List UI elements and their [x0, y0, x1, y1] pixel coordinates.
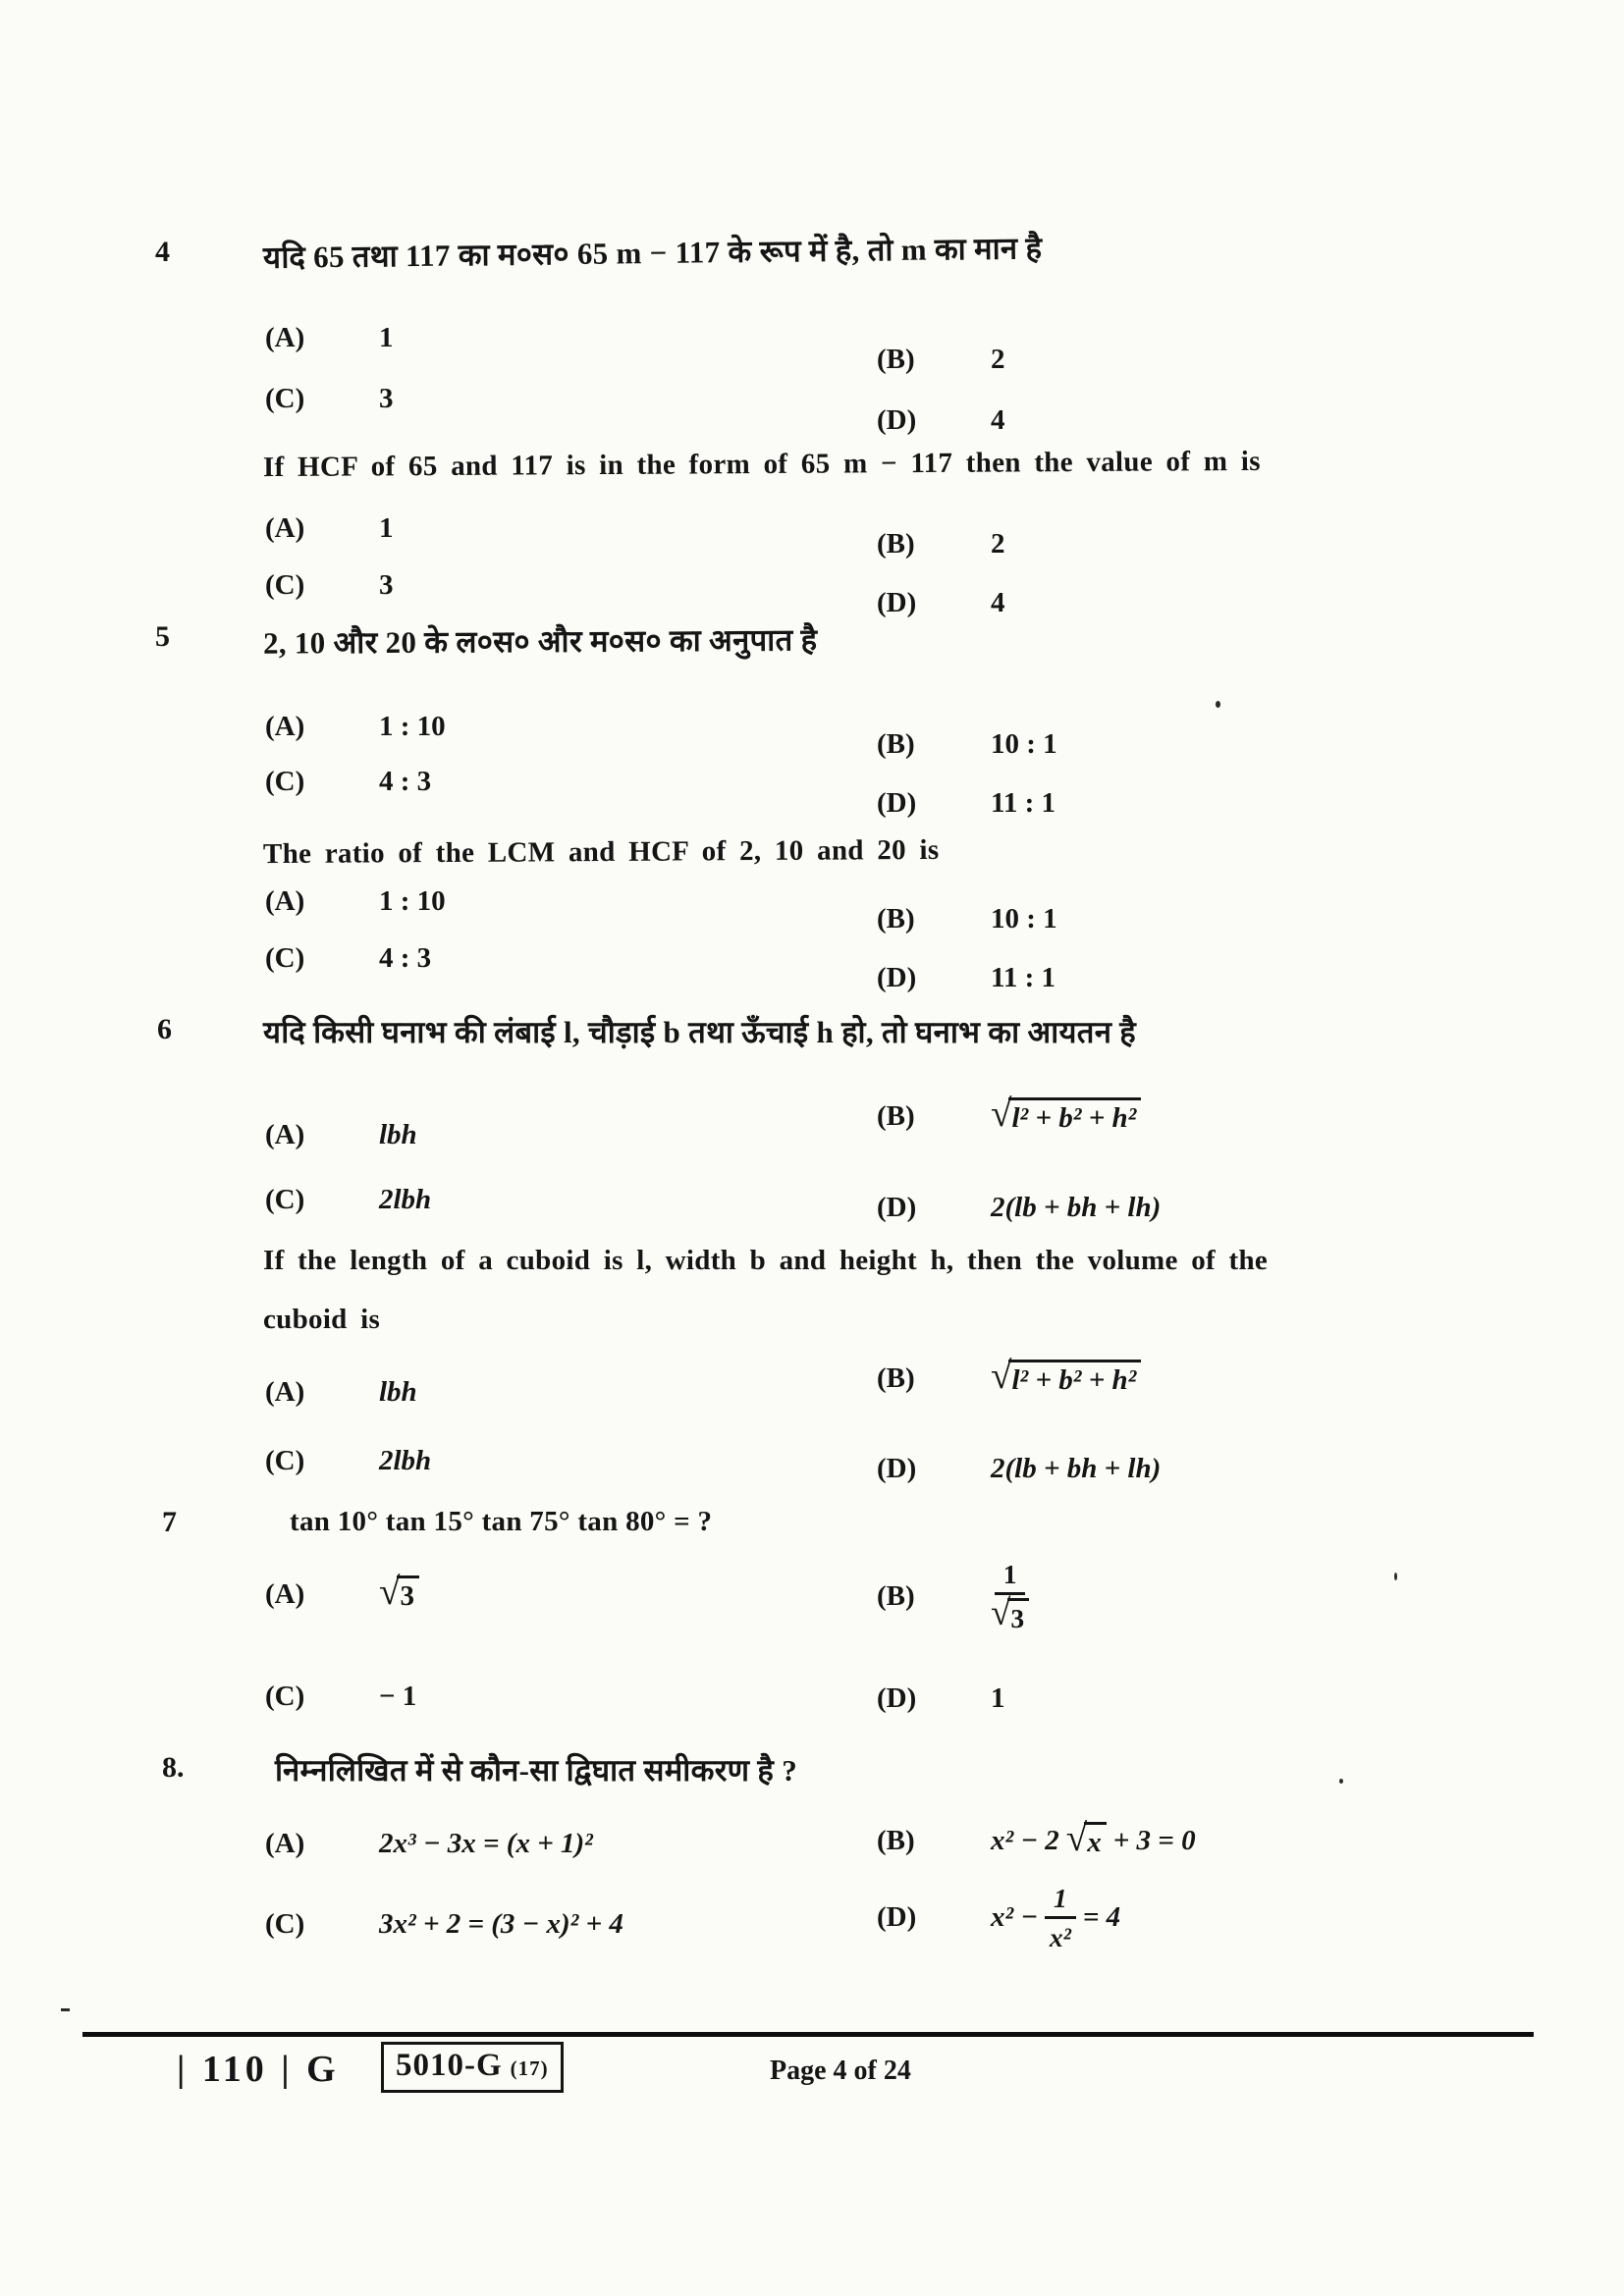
option-value: 1: [991, 1682, 1005, 1714]
option-value: 1: [379, 322, 394, 353]
sqrt-expression: [1065, 1817, 1107, 1859]
question-6-hindi-option-b: [877, 1093, 1141, 1135]
option-label: (C): [265, 1681, 305, 1712]
option-value: 2: [991, 344, 1005, 375]
footer-left-code: | 110 | G: [177, 2049, 340, 2090]
question-5-english-option-c: [265, 942, 431, 975]
radicand: l² + b² + h²: [1008, 1097, 1141, 1135]
question-7-option-c: [265, 1681, 416, 1713]
question-7-number: 7: [162, 1506, 177, 1538]
option-label: (B): [877, 1362, 915, 1394]
option-label: (C): [265, 942, 305, 974]
question-8-prompt-hindi: निम्नलिखित में से कौन-सा द्विघात समीकरण है ?: [275, 1753, 798, 1788]
question-8-number: 8.: [162, 1751, 185, 1784]
question-6-prompt-english-line2: cuboid is: [263, 1304, 381, 1335]
question-6-hindi-option-c: [265, 1184, 431, 1216]
option-label: (D): [877, 1192, 917, 1223]
option-label: (D): [877, 962, 917, 993]
option-label: (A): [265, 711, 305, 742]
question-5-english-option-d: [877, 962, 1056, 994]
option-label: (A): [265, 1376, 305, 1408]
math-post: = 4: [1082, 1901, 1121, 1934]
radicand: x: [1084, 1822, 1107, 1859]
option-value: [991, 1883, 1120, 1952]
option-label: (A): [265, 1119, 305, 1150]
page-indicator: Page 4 of 24: [770, 2056, 911, 2086]
option-value: 1 : 10: [379, 711, 446, 742]
option-label: (B): [877, 1099, 915, 1132]
fraction-denominator: [991, 1592, 1029, 1634]
question-7-option-a: [265, 1571, 419, 1613]
option-label: (A): [265, 1828, 305, 1859]
question-4-english-option-c: [265, 569, 394, 602]
scan-speck: [1394, 1573, 1397, 1580]
option-label: (D): [877, 787, 917, 819]
option-value: − 1: [379, 1681, 417, 1712]
question-6-prompt-english-line1: If the length of a cuboid is l, width b and height h, then the volume of the: [263, 1245, 1269, 1276]
question-5-hindi-option-a: [265, 711, 446, 743]
option-label: (C): [265, 1184, 305, 1215]
radical-sign: √: [991, 1355, 1012, 1397]
option-value: 2lbh: [379, 1445, 432, 1476]
question-6-prompt-hindi: यदि किसी घनाभ की लंबाई l, चौड़ाई b तथा ऊँचाई h हो, तो घनाभ का आयतन है: [263, 1015, 1137, 1049]
sqrt-expression: [379, 1571, 419, 1613]
fraction: [991, 1559, 1029, 1633]
option-label: (B): [877, 728, 915, 760]
option-value: 4 : 3: [379, 766, 432, 797]
radicand: 3: [397, 1575, 419, 1613]
question-6-hindi-option-a: [265, 1119, 417, 1151]
radical-sign: √: [379, 1571, 401, 1613]
option-value: 2(lb + bh + lh): [991, 1192, 1162, 1223]
option-label: (B): [877, 344, 915, 375]
option-value: 4: [991, 404, 1005, 436]
question-6-english-option-b: [877, 1355, 1141, 1397]
question-5-number: 5: [155, 620, 170, 653]
sqrt-expression: [991, 1093, 1141, 1135]
question-4-hindi-option-b: [877, 344, 1005, 376]
option-value: 4: [991, 587, 1005, 618]
question-6-english-option-a: [265, 1376, 417, 1409]
question-7-prompt: tan 10° tan 15° tan 75° tan 80° = ?: [290, 1506, 713, 1537]
option-value: 2(lb + bh + lh): [991, 1453, 1162, 1484]
option-value: 4 : 3: [379, 942, 432, 974]
question-6-english-option-d: [877, 1453, 1161, 1485]
math-pre: x² − 2: [991, 1824, 1059, 1856]
option-label: (C): [265, 383, 305, 414]
option-value: [991, 1559, 1029, 1633]
option-value: 11 : 1: [991, 787, 1056, 819]
question-4-english-option-a: [265, 512, 394, 545]
question-8-option-d: [877, 1883, 1120, 1952]
option-value: lbh: [379, 1376, 417, 1408]
option-value: 2lbh: [379, 1184, 432, 1215]
option-label: (C): [265, 1445, 305, 1476]
radical-sign: √: [991, 1592, 1011, 1633]
scan-speck: [1339, 1779, 1343, 1784]
question-8-option-a: [265, 1828, 593, 1860]
question-5-hindi-option-c: [265, 766, 431, 798]
option-label: (D): [877, 587, 917, 618]
question-8-option-c: [265, 1908, 623, 1941]
option-label: (B): [877, 903, 915, 934]
question-4-prompt-hindi: यदि 65 तथा 117 का म०स० 65 m − 117 के रूप में है, तो m का मान है: [262, 231, 1043, 275]
fraction-numerator: 1: [995, 1559, 1026, 1595]
question-5-english-option-b: [877, 903, 1057, 935]
question-4-english-option-d: [877, 587, 1005, 619]
fraction-numerator: 1: [1045, 1883, 1076, 1919]
option-value: 2: [991, 528, 1005, 560]
option-value: 10 : 1: [991, 903, 1057, 934]
question-4-prompt-english: If HCF of 65 and 117 is in the form of 65 m − 117 then the value of m is: [262, 445, 1261, 484]
option-label: (D): [877, 1682, 917, 1714]
question-7-option-d: [877, 1682, 1005, 1715]
option-value: 10 : 1: [991, 728, 1057, 760]
option-label: (C): [265, 1908, 305, 1940]
option-value: 1 : 10: [379, 885, 446, 917]
option-label: (B): [877, 528, 915, 560]
option-value: 1: [379, 512, 394, 544]
option-label: (B): [877, 1579, 915, 1612]
option-value: [991, 1817, 1196, 1859]
option-label: (A): [265, 885, 305, 917]
question-5-prompt-english: The ratio of the LCM and HCF of 2, 10 and 20 is: [262, 833, 940, 871]
option-label: (A): [265, 322, 305, 353]
booklet-code: 5010-G: [396, 2048, 503, 2083]
question-6-number: 6: [157, 1013, 172, 1045]
question-5-prompt-hindi: 2, 10 और 20 के ल०स० और म०स० का अनुपात है: [262, 622, 818, 661]
option-label: (C): [265, 569, 305, 601]
sqrt-expression: [991, 1355, 1141, 1397]
radical-sign: √: [991, 1093, 1012, 1135]
question-5-english-option-a: [265, 885, 446, 918]
fraction-denominator: x²: [1049, 1921, 1071, 1952]
option-value: 3x² + 2 = (3 − x)² + 4: [379, 1908, 623, 1940]
option-value: 3: [379, 383, 394, 414]
question-4-english-option-b: [877, 528, 1005, 561]
booklet-code-box: [381, 2042, 564, 2093]
question-4-hindi-option-c: [265, 383, 394, 415]
booklet-series: (17): [510, 2056, 549, 2080]
question-7-option-b: [877, 1559, 1029, 1633]
question-4-hindi-option-a: [265, 322, 394, 354]
scan-speck: [61, 2008, 70, 2011]
option-value: lbh: [379, 1119, 417, 1150]
option-label: (A): [265, 512, 305, 544]
question-8-option-b: [877, 1817, 1196, 1859]
option-label: (D): [877, 1901, 917, 1934]
radical-sign: √: [1065, 1817, 1088, 1859]
option-label: (D): [877, 404, 917, 436]
fraction: [1045, 1883, 1076, 1952]
footer-divider-rule: [82, 2032, 1534, 2037]
question-5-hindi-option-b: [877, 728, 1057, 761]
option-value: 2x³ − 3x = (x + 1)²: [379, 1828, 593, 1859]
option-label: (C): [265, 766, 305, 797]
question-4-hindi-option-d: [877, 404, 1005, 437]
math-pre: x² −: [991, 1901, 1039, 1934]
question-6-hindi-option-d: [877, 1192, 1161, 1224]
question-5-hindi-option-d: [877, 787, 1056, 820]
option-label: (B): [877, 1824, 915, 1856]
math-post: + 3 = 0: [1112, 1824, 1196, 1856]
scan-speck: [1216, 701, 1220, 708]
option-label: (A): [265, 1577, 305, 1610]
question-6-english-option-c: [265, 1445, 431, 1477]
question-4-number: 4: [155, 236, 170, 268]
option-label: (D): [877, 1453, 917, 1484]
option-value: 3: [379, 569, 394, 601]
radicand: l² + b² + h²: [1008, 1360, 1141, 1397]
sqrt-expression: [991, 1592, 1029, 1634]
option-value: 11 : 1: [991, 962, 1056, 993]
radicand: 3: [1007, 1598, 1029, 1634]
